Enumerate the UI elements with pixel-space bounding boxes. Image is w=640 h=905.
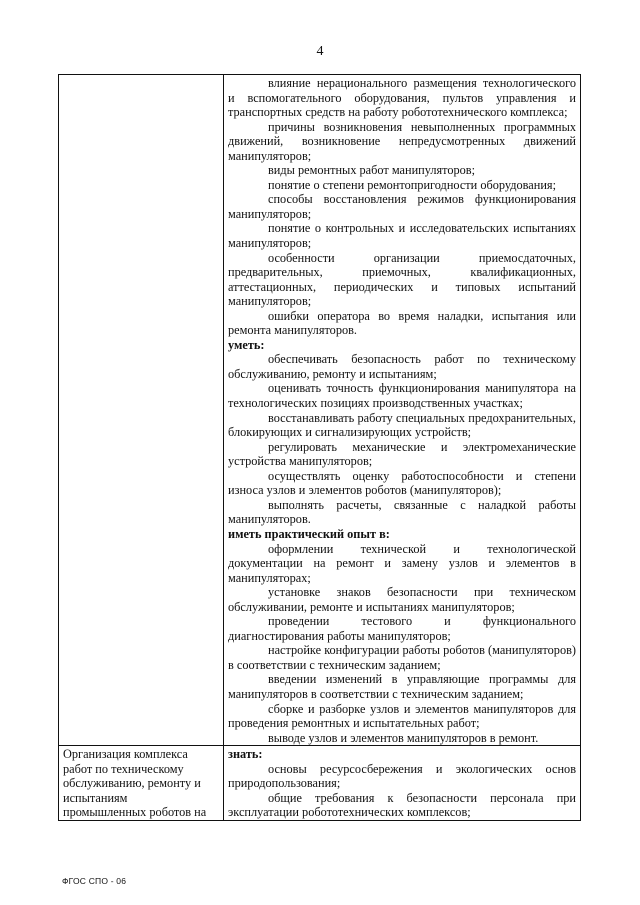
section-heading-umet: уметь: [228,337,265,352]
list-item: обеспечивать безопасность работ по техническому обслуживанию, ремонту и испытаниям; [228,352,576,381]
table-row [59,746,581,821]
list-item: влияние нерационального размещения технологического и вспомогательного оборудования, пультов управления и транспортных средств на работу робототехнического комплекса; [228,76,576,120]
list-item: способы восстановления режимов функционирования манипуляторов; [228,192,576,221]
list-item: регулировать механические и электромеханические устройства манипуляторов; [228,439,576,469]
list-item: причины возникновения невыполненных программных движений, возникновение непредусмотренных движений манипуляторов; [228,119,576,163]
list-item: сборке и разборке узлов и элементов манипуляторов для проведения ремонтных и испытательных работ; [228,701,576,731]
list-item: основы ресурсосбережения и экологических основ природопользования; [228,761,576,791]
list-item: настройке конфигурации работы роботов (манипуляторов) в соответствии с техническим заданием; [228,643,576,672]
list-item: понятие о степени ремонтопригодности оборудования; [268,177,556,192]
list-item: оценивать точность функционирования манипулятора на технологических позициях производственных участках; [228,381,576,411]
list-item: выполнять расчеты, связанные с наладкой работы манипуляторов. [228,497,576,527]
list-item: общие требования к безопасности персонала при эксплуатации робототехнических комплексов; [228,790,576,820]
activity-line: промышленных роботов на [63,805,207,820]
activity-line: обслуживанию, ремонту и [63,776,201,791]
left-cell-empty [59,75,224,746]
list-item: восстанавливать работу специальных предохранительных, блокирующих и сигнализирующих устройств; [228,410,576,440]
list-item: проведении тестового и функционального диагностирования работы манипуляторов; [228,614,576,643]
section-heading-opyt: иметь практический опыт в: [228,526,390,541]
list-item: понятие о контрольных и исследовательских испытаниях манипуляторов; [228,221,576,251]
footer-code: ФГОС СПО - 06 [62,876,127,886]
list-item: осуществлять оценку работоспособности и степени износа узлов и элементов роботов (манипуляторов); [228,468,576,498]
activity-line: Организация комплекса [63,747,188,762]
table-row [59,75,581,746]
page-number: 4 [316,44,324,59]
activity-line: испытаниям [63,790,128,805]
list-item: введении изменений в управляющие программы для манипуляторов в соответствии с техническим заданием; [228,672,576,701]
section-heading-znat: знать: [228,747,263,762]
list-item: установке знаков безопасности при техническом обслуживании, ремонте и испытаниях манипуляторов; [228,585,576,614]
list-item: виды ремонтных работ манипуляторов; [268,163,476,178]
list-item: ошибки оператора во время наладки, испытания или ремонта манипуляторов. [228,308,576,338]
left-cell-activity [59,746,224,821]
list-item: оформлении технической и технологической документации на ремонт и замену узлов и элементов в манипуляторах; [228,541,576,585]
list-item: выводе узлов и элементов манипуляторов в ремонт. [268,730,539,745]
right-cell-znat [224,746,581,821]
activity-line: работ по техническому [63,761,184,776]
competency-table [58,74,581,821]
list-item: особенности организации приемосдаточных, предварительных, приемочных, квалификационных, аттестационных, периодических и типовых испытаний манипуляторов; [228,250,576,309]
right-cell-knowledge [224,75,581,746]
